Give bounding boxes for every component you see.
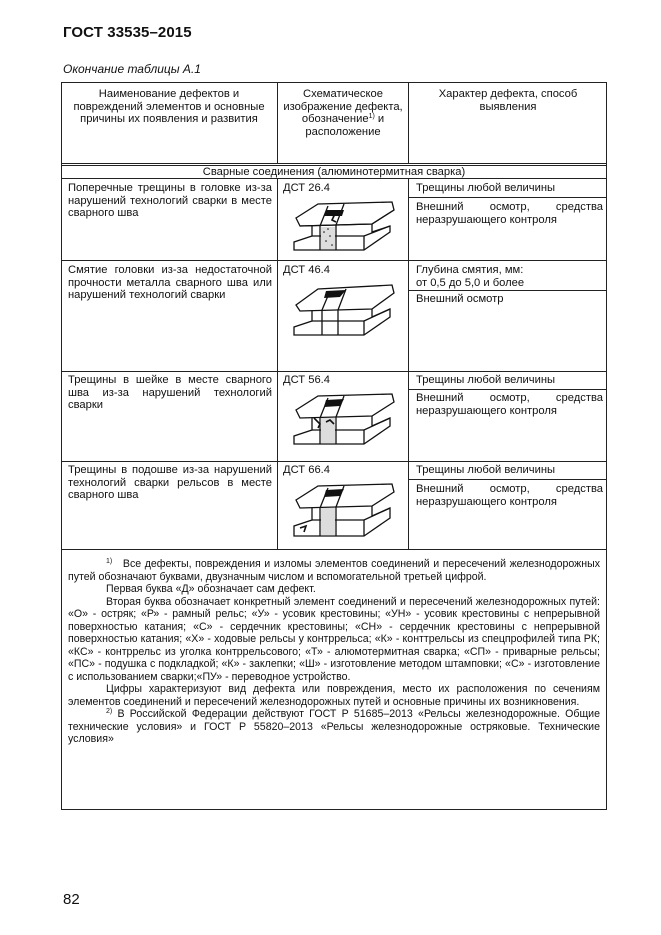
row3-char-1: Трещины любой величины <box>416 374 556 386</box>
rail-weld-head-crack-illustration <box>290 196 400 254</box>
header-col2-main: Схематическое изображение дефекта, обозначение <box>283 88 403 126</box>
row2-char-1-line2: от 0,5 до 5,0 и более <box>416 276 525 289</box>
header-col-divider-2 <box>408 82 409 163</box>
row1-defect-name: Поперечные трещины в головке из-за нарушений технологий сварки в месте сварного шва <box>68 182 272 220</box>
footnote-first-letter: Первая буква «Д» обозначает сам дефект. <box>106 583 316 595</box>
row2-char-2: Внешний осмотр <box>416 293 504 305</box>
footnote-2-mark: 2) <box>106 708 113 715</box>
row2-defect-name: Смятие головки из-за недостаточной прочности металла сварного шва или нарушений технологий сварки <box>68 264 272 302</box>
body-col-divider-1 <box>277 178 278 549</box>
header-col-character: Характер дефекта, способ выявления <box>438 88 578 113</box>
footnote-second-letter: Вторая буква обозначает конкретный элемент соединений и пересечений железнодорожных путей: «О» - остряк; «Р» - рамный рельс; «У» - усовик крестовины; «УН» - усовик крестовины с непрерывной поверхностью катания; «С» - сердечник крестовины; «СН» - сердечник крестовины с непрерывной поверхностью катания; «Х» - ходовые рельсы у контррельса; «К» - конттрельсы из спецпрофилей типа РК; «КС» - контррельс из уголка контррельсового; «Т» - алюмотермитная сварка; «СП» - приварные рельсы; «ПС» - подушка с подкладкой; «К» - заклепки; «Ш» - изготовление методом штамповки; «С» - изготовление с использованием сварки;«ПУ» - переводное устройство. <box>68 595 600 683</box>
footnote-1 <box>68 558 600 583</box>
page-number: 82 <box>63 891 80 908</box>
document-standard-header: ГОСТ 33535–2015 <box>63 24 192 41</box>
footnote-1-mark: 1) <box>106 558 113 565</box>
row-divider-1 <box>61 260 607 261</box>
row4-char-split <box>408 479 607 480</box>
body-col-divider-2 <box>408 178 409 549</box>
row1-char-split <box>408 197 607 198</box>
row-divider-3 <box>61 461 607 462</box>
row-divider-2 <box>61 371 607 372</box>
row2-defect-code: ДСТ 46.4 <box>283 264 331 276</box>
row4-char-2: Внешний осмотр, средства неразрушающего контроля <box>416 483 603 508</box>
row2-char-1 <box>416 264 603 289</box>
notes-divider <box>61 549 607 550</box>
rail-weld-web-crack-illustration <box>290 388 400 448</box>
header-col2-tail: и расположение <box>305 113 385 138</box>
row2-char-1-line1: Глубина смятия, мм: <box>416 264 524 276</box>
row3-char-split <box>408 389 607 390</box>
header-col-schematic <box>282 88 404 138</box>
row2-char-split <box>408 290 607 291</box>
row1-char-1: Трещины любой величины <box>416 182 556 194</box>
header-col-divider-1 <box>277 82 278 163</box>
footnote-2 <box>68 708 600 746</box>
row3-defect-name: Трещины в шейке в месте сварного шва из-за нарушений технологий сварки <box>68 374 272 412</box>
table-caption: Окончание таблицы А.1 <box>63 62 201 76</box>
row3-defect-code: ДСТ 56.4 <box>283 374 331 386</box>
header-col2-sup: 1) <box>368 113 375 121</box>
rail-weld-base-crack-illustration <box>290 478 400 540</box>
table-footnotes <box>68 558 600 746</box>
row1-char-2: Внешний осмотр, средства неразрушающего контроля <box>416 201 603 226</box>
footnote-digits: Цифры характеризуют вид дефекта или повреждения, место их расположения по сечениям элементов соединений и пересечений железнодорожных путей и основные причины их возникновения. <box>68 683 600 708</box>
rail-weld-head-crush-illustration <box>290 279 400 339</box>
section-title: Сварные соединения (алюминотермитная сварка) <box>202 166 466 178</box>
row1-defect-code: ДСТ 26.4 <box>283 182 331 194</box>
row4-defect-name: Трещины в подошве из-за нарушений технологий сварки рельсов в месте сварного шва <box>68 464 272 502</box>
header-divider <box>61 163 607 164</box>
row3-char-2: Внешний осмотр, средства неразрушающего контроля <box>416 392 603 417</box>
header-col-name: Наименование дефектов и повреждений элементов и основные причины их появления и развития <box>73 88 265 126</box>
row4-defect-code: ДСТ 66.4 <box>283 464 331 476</box>
footnote-1-text: Все дефекты, повреждения и изломы элементов соединений и пересечений железнодорожных путей обозначают буквами, двузначным числом и вспомогательной третьей цифрой. <box>68 558 600 583</box>
footnote-2-text: В Российской Федерации действуют ГОСТ Р 51685–2013 «Рельсы железнодорожные. Общие технические условия» и ГОСТ Р 55820–2013 «Рельсы железнодорожные остряковые. Технические условия» <box>68 708 600 745</box>
row4-char-1: Трещины любой величины <box>416 464 556 476</box>
